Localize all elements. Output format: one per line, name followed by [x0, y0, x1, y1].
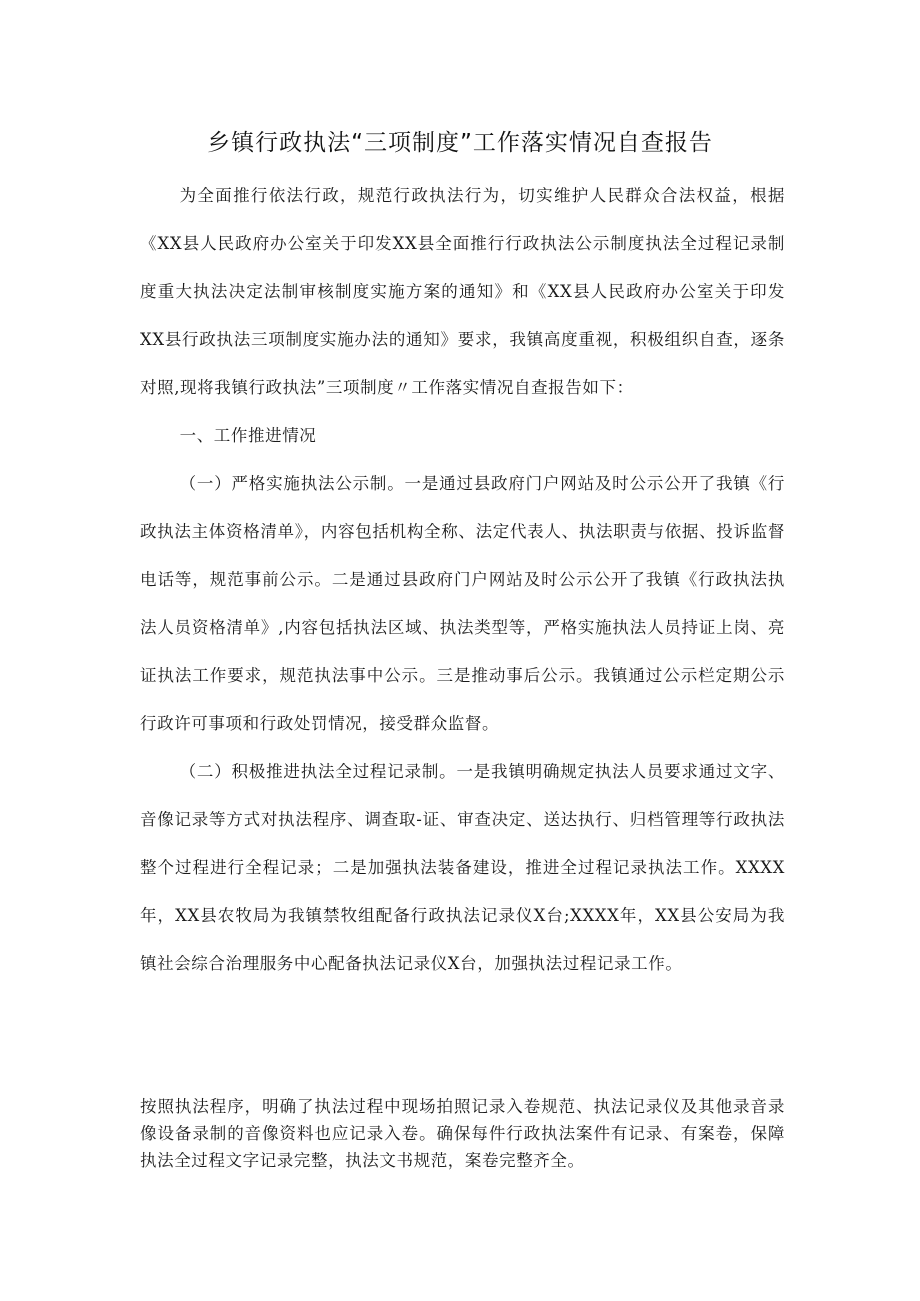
subsection-1-paragraph: （一）严格实施执法公示制。一是通过县政府门户网站及时公示公开了我镇《行政执法主体资格清单》，内容包括机构全称、法定代表人、执法职责与依据、投诉监督电话等，规范事前公示。二是通过县政府门户网站及时公示公开了我镇《行政执法执法人员资格清单》,内容包括执法区域、执法类型等，严格实施执法人员持证上岗、亮证执法工作要求，规范执法事中公示。三是推动事后公示。我镇通过公示栏定期公示行政许可事项和行政处罚情况，接受群众监督。 — [140, 474, 785, 733]
tail-paragraph: 按照执法程序，明确了执法过程中现场拍照记录入卷规范、执法记录仪及其他录音录像设备录制的音像资料也应记录入卷。确保每件行政执法案件有记录、有案卷，保障执法全过程文字记录完整，执法文书规范，案卷完整齐全。 — [140, 1097, 785, 1170]
document-body — [140, 172, 785, 988]
subsection-2-paragraph: （二）积极推进执法全过程记录制。一是我镇明确规定执法人员要求通过文字、音像记录等方式对执法程序、调查取-证、审查决定、送达执行、归档管理等行政执法整个过程进行全程记录；二是加强执法装备建设，推进全过程记录执法工作。XXXX年，XX县农牧局为我镇禁牧组配备行政执法记录仪X台;XXXX年，XX县公安局为我镇社会综合治理服务中心配备执法记录仪X台，加强执法过程记录工作。 — [140, 762, 785, 973]
intro-paragraph: 为全面推行依法行政，规范行政执法行为，切实维护人民群众合法权益，根据《XX县人民政府办公室关于印发XX县全面推行行政执法公示制度执法全过程记录制度重大执法决定法制审核制度实施方案的通知》和《XX县人民政府办公室关于印发XX县行政执法三项制度实施办法的通知》要求，我镇高度重视，积极组织自查，逐条对照,现将我镇行政执法”三项制度〃工作落实情况自查报告如下： — [140, 186, 785, 397]
document-title: 乡镇行政执法“三项制度”工作落实情况自查报告 — [207, 130, 713, 156]
tail-section — [140, 1093, 785, 1174]
section-heading: 一、工作推进情况 — [179, 426, 317, 445]
